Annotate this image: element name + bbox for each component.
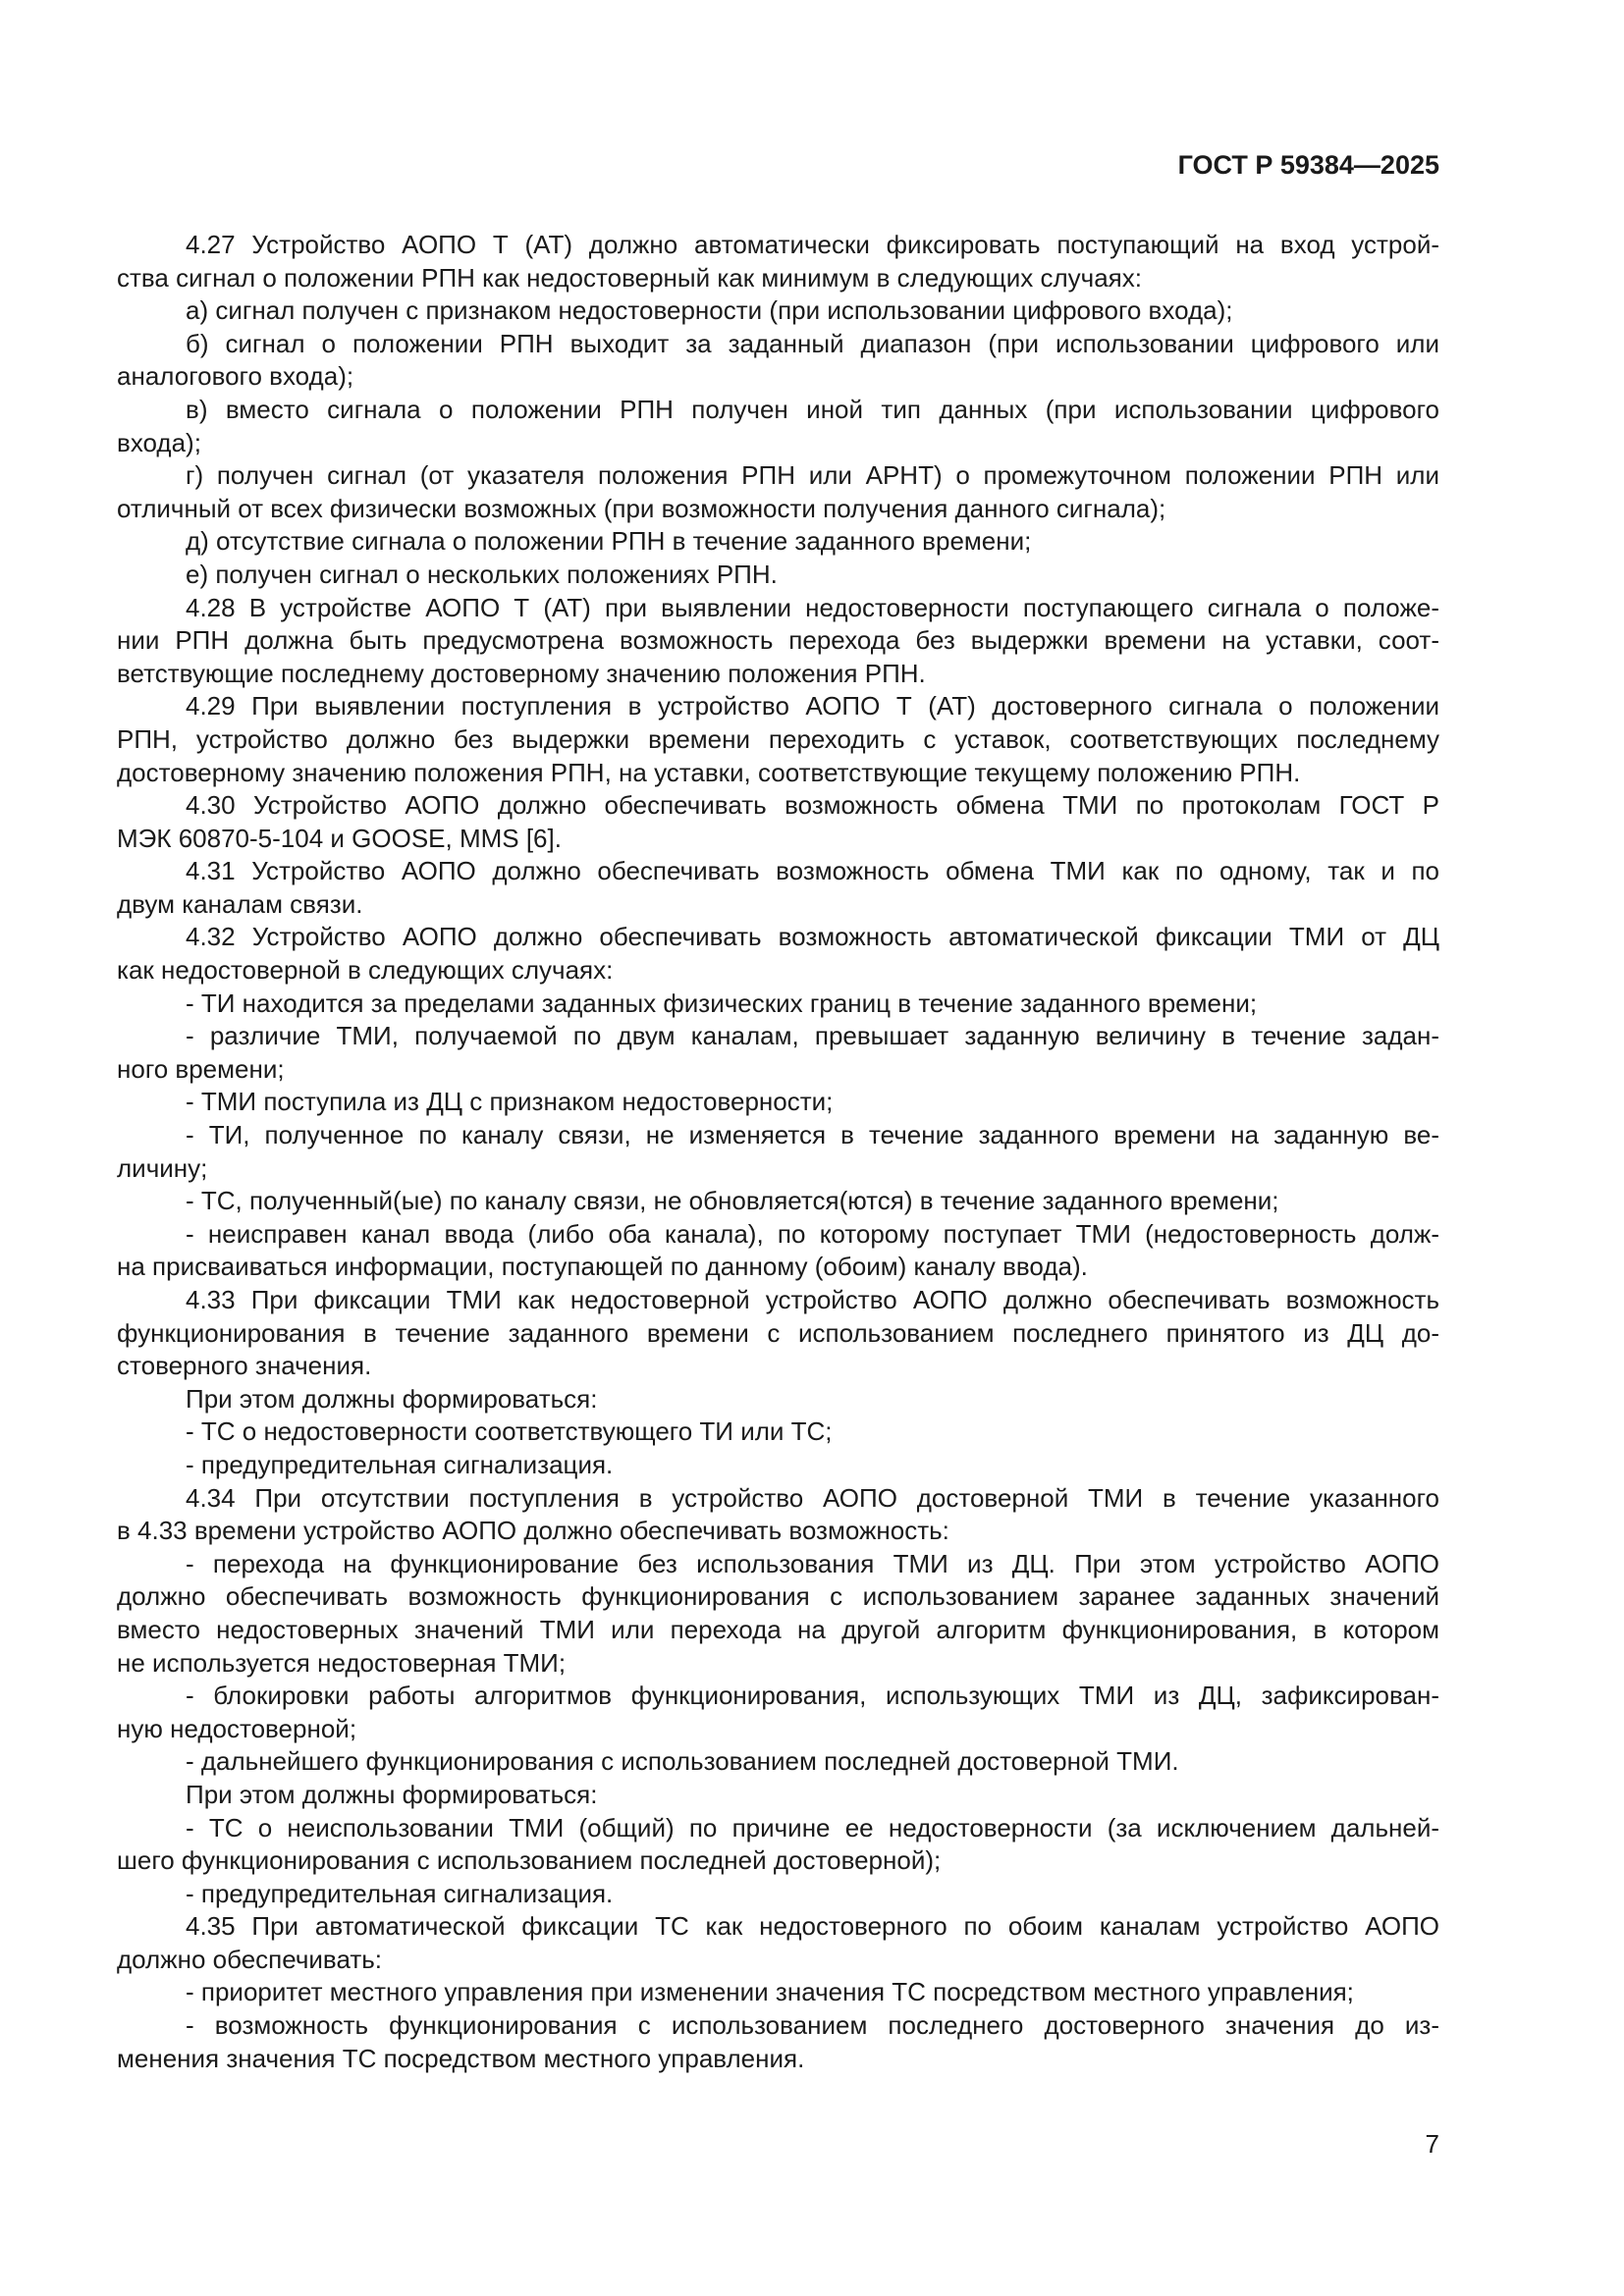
text-line: 4.27 Устройство АОПО Т (АТ) должно автоматически фиксировать поступающий на вход устрой-	[186, 230, 1439, 259]
text-line: 4.33 При фиксации ТМИ как недостоверной устройство АОПО должно обеспечивать возможность	[186, 1285, 1439, 1314]
text-line: - неисправен канал ввода (либо оба канала), по которому поступает ТМИ (недостоверность долж-	[186, 1218, 1439, 1249]
document-body-text	[117, 229, 1439, 2075]
text-line: - предупредительная сигнализация.	[186, 1449, 614, 1479]
text-line: как недостоверной в следующих случаях:	[117, 955, 614, 986]
text-line: шего функционирования с использованием последней достоверной);	[117, 1845, 942, 1876]
text-line: на присваиваться информации, поступающей по данному (обоим) каналу ввода).	[117, 1252, 1088, 1282]
text-line: входа);	[117, 427, 201, 457]
text-line: должно обеспечивать:	[117, 1944, 383, 1974]
text-line: 4.35 При автоматической фиксации ТС как недостоверного по обоим каналам устройство АОПО	[186, 1911, 1439, 1942]
text-line: 4.31 Устройство АОПО должно обеспечивать возможность обмена ТМИ как по одному, так и по	[186, 856, 1439, 886]
page-number: 7	[1425, 2129, 1439, 2159]
text-line: должно обеспечивать возможность функционирования с использованием заранее заданных значений	[117, 1581, 1439, 1612]
text-line: МЭК 60870-5-104 и GOOSE, MMS [6].	[117, 823, 562, 853]
text-line: не используется недостоверная ТМИ;	[117, 1647, 567, 1678]
text-line: 4.28 В устройстве АОПО Т (АТ) при выявлении недостоверности поступающего сигнала о положе-	[186, 592, 1439, 622]
text-line: г) получен сигнал (от указателя положения РПН или АРНТ) о промежуточном положении РПН или	[186, 460, 1439, 491]
text-line: б) сигнал о положении РПН выходит за заданный диапазон (при использовании цифрового или	[186, 328, 1439, 358]
text-line: в) вместо сигнала о положении РПН получен иной тип данных (при использовании цифрового	[186, 394, 1439, 424]
text-line: При этом должны формироваться:	[186, 1779, 598, 1809]
text-line: аналогового входа);	[117, 361, 354, 392]
text-line: 4.32 Устройство АОПО должно обеспечивать возможность автоматической фиксации ТМИ от ДЦ	[186, 922, 1439, 952]
text-line: 4.29 При выявлении поступления в устройство АОПО Т (АТ) достоверного сигнала о положении	[186, 691, 1439, 721]
text-line: - блокировки работы алгоритмов функционирования, использующих ТМИ из ДЦ, зафиксирован-	[186, 1681, 1439, 1711]
text-line: - предупредительная сигнализация.	[186, 1878, 614, 1908]
text-line: - перехода на функционирование без использования ТМИ из ДЦ. При этом устройство АОПО	[186, 1548, 1439, 1578]
text-line: - ТИ находится за пределами заданных физических границ в течение заданного времени;	[186, 988, 1258, 1018]
text-line: стоверного значения.	[117, 1351, 372, 1381]
text-line: - дальнейшего функционирования с использованием последней достоверной ТМИ.	[186, 1746, 1179, 1777]
text-line: - ТИ, полученное по каналу связи, не изменяется в течение заданного времени на заданную ве-	[186, 1120, 1439, 1150]
document-header-standard-id: ГОСТ Р 59384—2025	[1177, 150, 1439, 180]
text-line: в 4.33 времени устройство АОПО должно обеспечивать возможность:	[117, 1516, 949, 1546]
text-line: - ТС о недостоверности соответствующего ТИ или ТС;	[186, 1416, 833, 1447]
text-line: отличный от всех физически возможных (при возможности получения данного сигнала);	[117, 493, 1166, 523]
text-line: вместо недостоверных значений ТМИ или перехода на другой алгоритм функционирования, в котором	[117, 1614, 1439, 1644]
text-line: ства сигнал о положении РПН как недостоверный как минимум в следующих случаях:	[117, 262, 1142, 293]
text-line: нии РПН должна быть предусмотрена возможность перехода без выдержки времени на уставки, соот-	[117, 625, 1439, 656]
text-line: 4.34 При отсутствии поступления в устройство АОПО достоверной ТМИ в течение указанного	[186, 1482, 1439, 1513]
text-line: - различие ТМИ, получаемой по двум каналам, превышает заданную величину в течение задан-	[186, 1021, 1439, 1051]
text-line: е) получен сигнал о нескольких положениях РПН.	[186, 559, 778, 589]
text-line: - возможность функционирования с использованием последнего достоверного значения до из-	[186, 2010, 1439, 2041]
text-line: 4.30 Устройство АОПО должно обеспечивать возможность обмена ТМИ по протоколам ГОСТ Р	[186, 790, 1439, 821]
text-line: - ТМИ поступила из ДЦ с признаком недостоверности;	[186, 1087, 834, 1117]
text-line: достоверному значению положения РПН, на уставки, соответствующие текущему положению РПН.	[117, 757, 1301, 787]
text-line: - ТС о неиспользовании ТМИ (общий) по причине ее недостоверности (за исключением дальней-	[186, 1812, 1439, 1842]
text-line: функционирования в течение заданного времени с использованием последнего принятого из ДЦ до-	[117, 1317, 1439, 1348]
text-line: При этом должны формироваться:	[186, 1383, 598, 1414]
text-line: менения значения ТС посредством местного управления.	[117, 2043, 805, 2073]
text-line: личину;	[117, 1152, 208, 1183]
text-line: ного времени;	[117, 1053, 285, 1084]
text-line: а) сигнал получен с признаком недостоверности (при использовании цифрового входа);	[186, 295, 1233, 326]
text-line: - ТС, полученный(ые) по каналу связи, не обновляется(ются) в течение заданного времени;	[186, 1186, 1279, 1216]
text-line: РПН, устройство должно без выдержки времени переходить с уставок, соответствующих последнему	[117, 723, 1439, 754]
text-line: двум каналам связи.	[117, 888, 363, 919]
text-line: - приоритет местного управления при изменении значения ТС посредством местного управления;	[186, 1977, 1354, 2007]
text-line: д) отсутствие сигнала о положении РПН в течение заданного времени;	[186, 526, 1032, 557]
text-line: ветствующие последнему достоверному значению положения РПН.	[117, 658, 926, 688]
text-line: ную недостоверной;	[117, 1713, 357, 1743]
